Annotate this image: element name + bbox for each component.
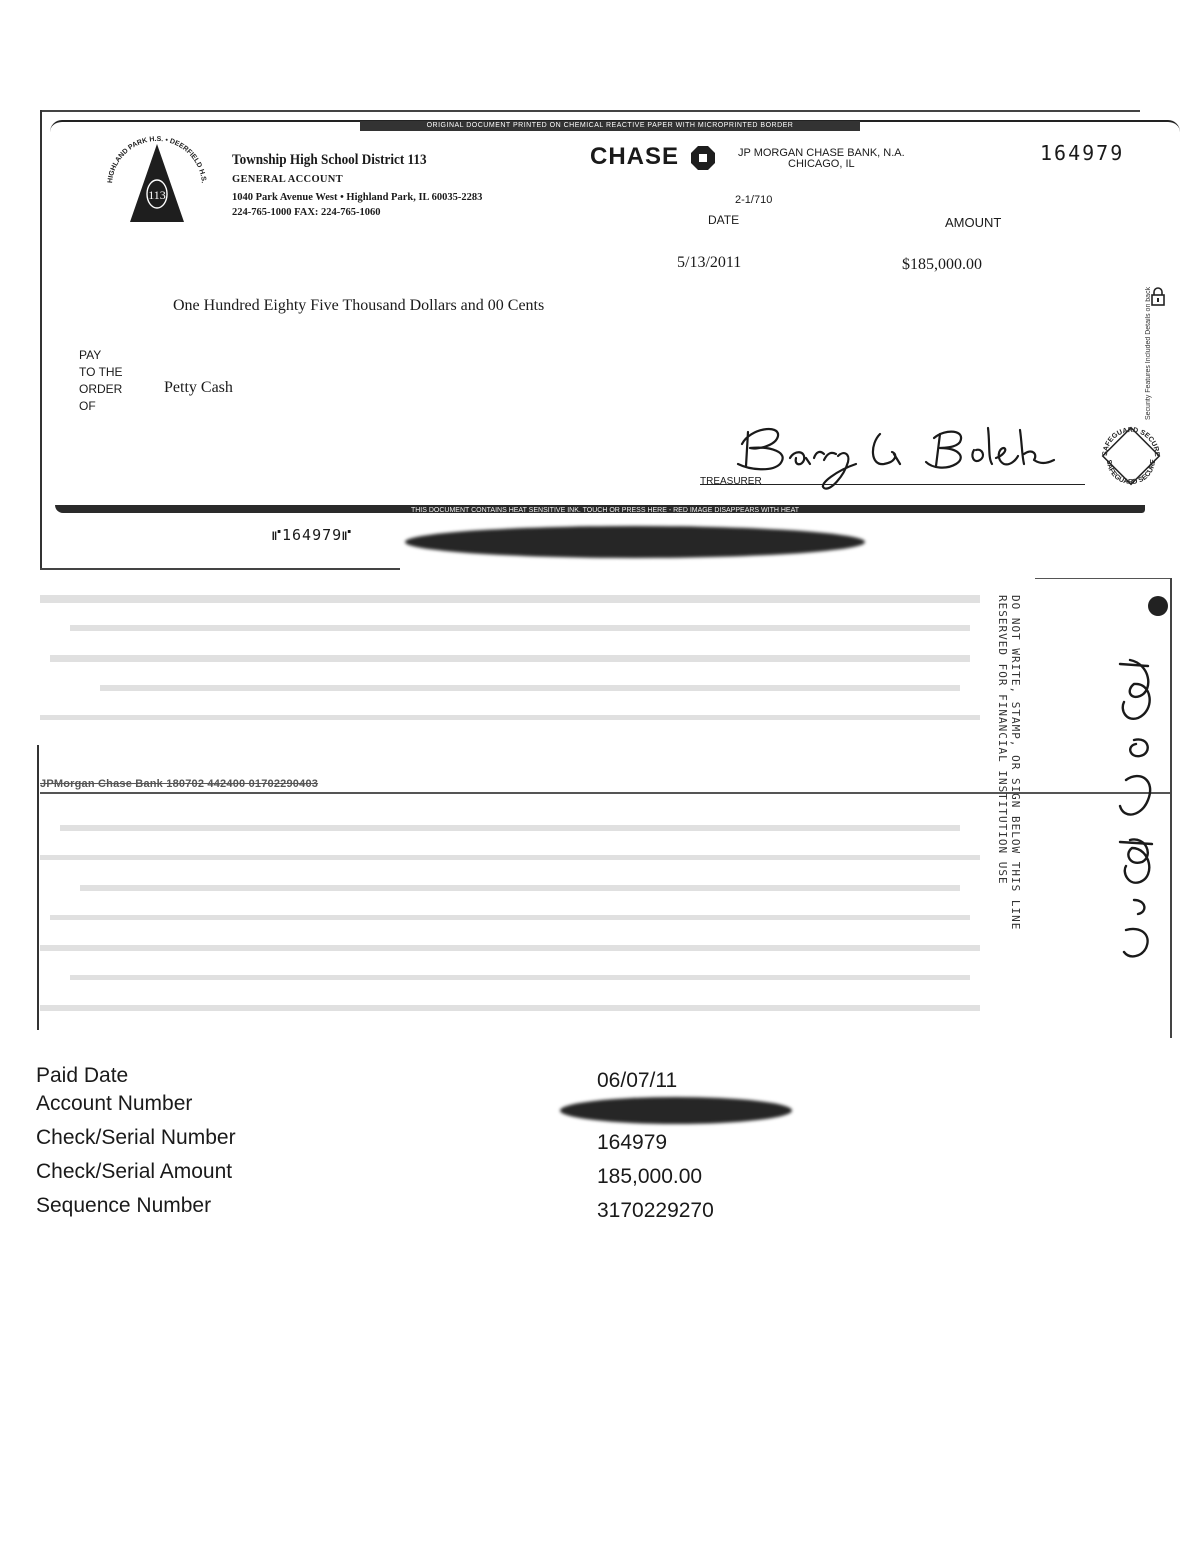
check-bottom-rule <box>40 568 400 570</box>
paid-date-label: Paid Date <box>36 1064 129 1087</box>
micr-line: ⑈164979⑈ <box>272 526 353 544</box>
microprint-top: ORIGINAL DOCUMENT PRINTED ON CHEMICAL REACTIVE PAPER WITH MICROPRINTED BORDER <box>360 121 860 131</box>
bank-wordmark: CHASE <box>590 143 680 170</box>
security-features-side-text: Security Features Included Details on back <box>1145 286 1152 420</box>
district-seal-icon <box>98 136 216 236</box>
secure-text-lower: SAFEGUARD SECURE <box>1104 458 1158 487</box>
date-label: DATE <box>708 213 740 227</box>
drawer-phone: 224-765-1000 FAX: 224-765-1060 <box>232 207 381 218</box>
svg-text:SAFEGUARD SECURE <box>1102 427 1160 457</box>
check-amount: $185,000.00 <box>902 256 982 273</box>
check-serial-amount-label: Check/Serial Amount <box>36 1160 233 1183</box>
sequence-number-value: 3170229270 <box>597 1199 714 1222</box>
chase-octagon-icon <box>690 145 716 171</box>
back-left-rule <box>37 745 39 1030</box>
amount-label: AMOUNT <box>945 215 1002 230</box>
payee-name: Petty Cash <box>164 379 233 396</box>
bank-name <box>738 148 905 170</box>
microprint-bottom: THIS DOCUMENT CONTAINS HEAT SENSITIVE INK. TOUCH OR PRESS HERE - RED IMAGE DISAPPEARS WITH HEAT <box>410 507 800 514</box>
drawer-account: GENERAL ACCOUNT <box>232 174 343 185</box>
endorsement-signature <box>1090 630 1165 970</box>
micr-redaction <box>405 526 865 558</box>
bank-name-line2: CHICAGO, IL <box>788 158 855 170</box>
pay-label-line: TO THE <box>79 365 123 379</box>
top-rule <box>40 110 1140 112</box>
left-rule <box>40 110 42 570</box>
account-number-redaction <box>560 1097 792 1124</box>
check-number: 164979 <box>1040 141 1125 165</box>
pay-label-line: ORDER <box>79 382 123 396</box>
pay-to-the-order-of <box>79 347 123 415</box>
check-serial-number-label: Check/Serial Number <box>36 1126 236 1149</box>
bank-endorsement-stamp: JPMorgan Chase Bank 180702 442400 01702290403 <box>40 778 319 790</box>
paid-date-value: 06/07/11 <box>597 1069 678 1092</box>
pay-label-line: OF <box>79 399 96 413</box>
treasurer-signature <box>720 414 1060 494</box>
pay-label-line: PAY <box>79 348 102 362</box>
back-top-rule <box>1035 578 1172 579</box>
lock-icon <box>1150 286 1166 306</box>
seal-text: HIGHLAND PARK H.S. • DEERFIELD H.S. <box>107 136 207 184</box>
drawer-address: 1040 Park Avenue West • Highland Park, IL 60035-2283 <box>232 192 483 203</box>
account-number-label: Account Number <box>36 1092 193 1115</box>
check-serial-amount-value: 185,000.00 <box>597 1165 703 1188</box>
back-right-rule <box>1170 578 1172 1038</box>
routing-fraction: 2-1/710 <box>735 194 773 206</box>
sequence-number-label: Sequence Number <box>36 1194 212 1217</box>
check-front <box>0 0 1200 580</box>
secure-text: SAFEGUARD SECURE <box>1101 426 1161 457</box>
seal-number: 113 <box>148 188 166 202</box>
do-not-write-notice: DO NOT WRITE, STAMP, OR SIGN BELOW THIS LINE RESERVED FOR FINANCIAL INSTITUTION USE <box>996 595 1022 931</box>
treasurer-label: TREASURER <box>700 476 762 487</box>
check-date: 5/13/2011 <box>677 254 742 271</box>
svg-text:SAFEGUARD SECURE <box>1105 459 1157 486</box>
safeguard-secure-badge-icon <box>1095 420 1167 492</box>
back-dot <box>1148 596 1168 616</box>
bank-name-line1: JP MORGAN CHASE BANK, N.A. <box>738 147 905 159</box>
check-serial-number-value: 164979 <box>597 1131 668 1154</box>
amount-in-words: One Hundred Eighty Five Thousand Dollars and 00 Cents <box>173 297 545 314</box>
drawer-name: Township High School District 113 <box>232 152 427 168</box>
